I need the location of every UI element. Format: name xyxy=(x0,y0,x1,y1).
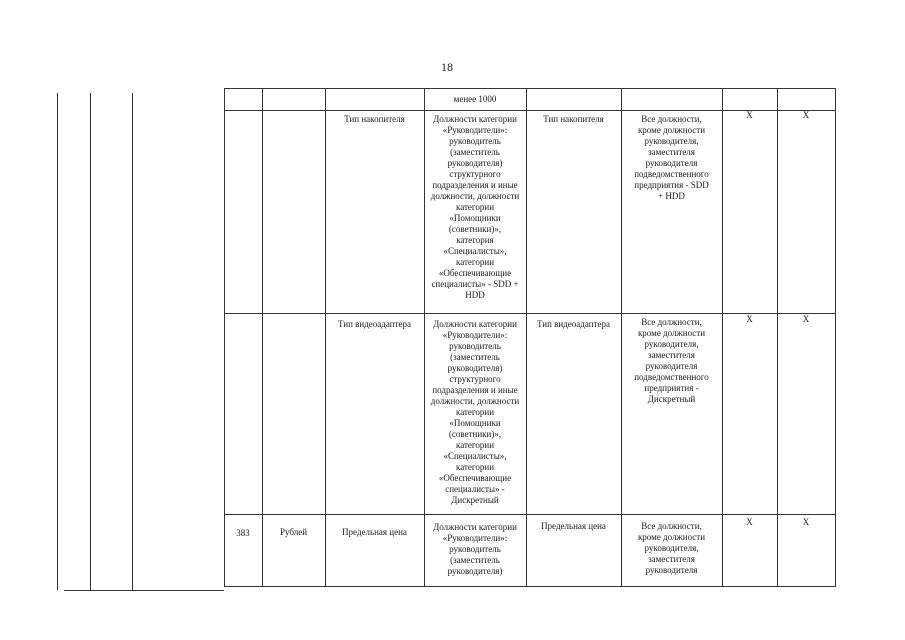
cell-positions: Должности категории «Руководители»: руководитель (заместитель руководителя) xyxy=(433,522,517,576)
left-column-line xyxy=(90,93,91,590)
cell-mark: X xyxy=(746,314,753,324)
cell-code: 383 xyxy=(236,528,250,538)
cell-characteristic: Тип видеоадаптера xyxy=(338,319,411,329)
bottom-line xyxy=(64,590,224,591)
cell-characteristic: Предельная цена xyxy=(541,521,606,531)
cell-mark: X xyxy=(802,517,810,527)
cell-less-1000: менее 1000 xyxy=(453,94,497,104)
cell-positions: Должности категории «Руководители»: руководитель (заместитель руководителя) структурного подразделения и иные должности, должности категории «Помощники (советники)», категория «Специалисты», категории «Обеспечивающие специалисты» - SDD + HDD xyxy=(430,114,520,300)
cell-mark: X xyxy=(802,314,810,324)
cell-mark: X xyxy=(802,110,810,120)
page-number: 18 xyxy=(441,60,453,74)
cell-positions: Должности категории «Руководители»: руководитель (заместитель руководителя) структурного подразделения и иные должности, должности категории «Помощники (советники)», категории «Специалисты», категории «Обеспечивающие специалисты» - Дискретный xyxy=(430,319,520,505)
cell-unit: Рублей xyxy=(279,527,308,537)
column-line xyxy=(722,88,723,586)
left-column-line xyxy=(132,93,133,590)
column-line xyxy=(835,88,836,586)
cell-positions: Все должности, кроме должности руководителя, заместителя руководителя подведомственного предприятия - SDD + HDD xyxy=(634,114,709,201)
cell-characteristic: Тип накопителя xyxy=(344,114,405,124)
column-line xyxy=(526,88,527,586)
column-line xyxy=(224,88,225,586)
cell-positions: Все должности, кроме должности руководителя, заместителя руководителя подведомственного предприятия - Дискретный xyxy=(634,317,709,404)
left-border-line xyxy=(57,93,58,590)
cell-characteristic: Тип накопителя xyxy=(543,114,604,124)
row-divider xyxy=(224,514,836,515)
table-bottom-line xyxy=(224,586,836,587)
column-line xyxy=(325,88,326,586)
cell-positions: Все должности, кроме должности руководителя, заместителя руководителя xyxy=(637,521,706,575)
cell-mark: X xyxy=(746,517,753,527)
column-line xyxy=(262,88,263,586)
cell-characteristic: Предельная цена xyxy=(342,527,407,537)
cell-mark: X xyxy=(746,110,753,120)
cell-characteristic: Тип видеоадаптера xyxy=(537,319,610,329)
column-line xyxy=(777,88,778,586)
table-top-line xyxy=(224,88,836,89)
